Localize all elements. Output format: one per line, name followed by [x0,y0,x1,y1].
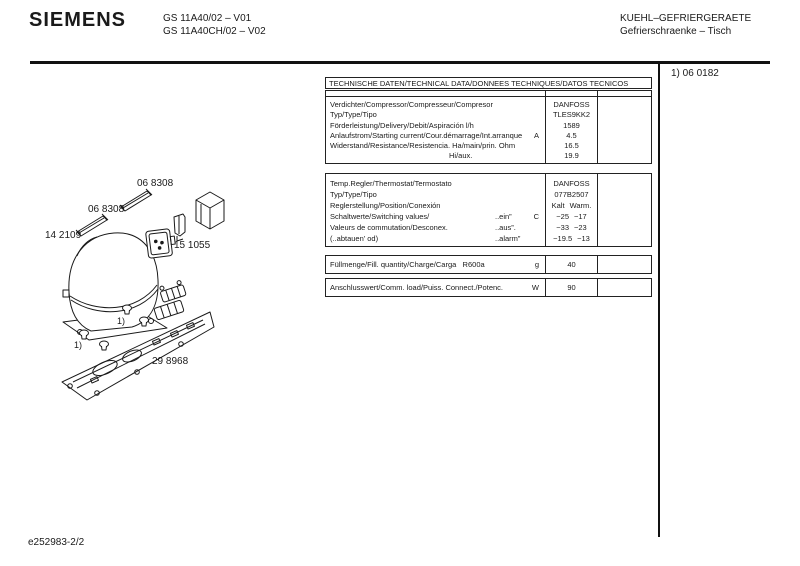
row-value-warm: −13 [577,234,590,244]
table-row [326,200,651,211]
footnote-marker: 1) [117,316,126,326]
row-value: 077B2507 [554,190,589,200]
table-row [326,141,651,151]
table-block-refrigerant [325,255,652,274]
row-label: Schaltwerte/Switching values/ [330,212,430,222]
diagram-line-art [33,172,268,412]
row-sublabel: ..alarm” [495,234,521,244]
table-row [326,121,651,131]
row-value: 19.9 [564,151,579,161]
part-label: 14 2109 [45,230,82,241]
terminal-block-illustration [154,280,186,320]
row-sublabel: ..ein” [495,212,512,222]
siemens-logo: SIEMENS [29,9,127,31]
model-line-1: GS 11A40/02 – V01 [163,13,252,24]
part-label: 06 8308 [88,204,125,215]
table-row [326,211,651,222]
page-column-divider [658,64,660,537]
row-value: TLES9KK2 [552,110,591,120]
row-label: Typ/Type/Tipo [330,190,377,200]
row-value-kalt: −19.5 [553,234,573,244]
row-unit: A [533,130,539,140]
row-label: Reglerstellung/Position/Conexión [330,201,441,211]
exploded-parts-diagram [33,172,268,412]
table-row [326,279,651,296]
bracket-illustration [174,214,185,241]
part-label: 06 8308 [137,178,174,189]
row-label: Typ/Type/Tipo [330,110,377,120]
table-row [326,222,651,233]
table-row [326,151,651,161]
model-line-2: GS 11A40CH/02 – V02 [163,26,266,37]
row-label: Förderleistung/Delivery/Debit/Aspiración l/h [330,120,474,130]
row-label: Verdichter/Compressor/Compresseur/Compresor [330,100,493,109]
table-block-compressor [325,96,652,164]
category-line-2: Gefrierschraenke – Tisch [620,26,732,37]
row-label: Widerstand/Resistance/Resistencia. Ha/main/prin. Ohm [330,141,516,151]
row-value-warm: Warm. [569,201,592,211]
row-value-kalt: −25 [556,212,569,222]
row-label: Hi/aux. [449,151,473,161]
table-row [326,256,651,273]
footnote-part-number: 1) 06 0182 [671,68,719,79]
row-label: Temp.Regler/Thermostat/Termostato [330,179,452,188]
rail-part-top [120,189,152,211]
cover-illustration [196,192,224,229]
document-number: e252983-2/2 [28,537,85,548]
row-label: Füllmenge/Fill. quantity/Charge/Carga R600a [330,260,485,269]
row-label: Valeurs de commutation/Desconex. [330,223,448,233]
table-row [326,100,651,110]
row-label: (..abtauen’ od) [330,234,379,244]
table-block-connected-load [325,278,652,297]
row-value: 4.5 [566,130,577,140]
relay-illustration [146,228,177,258]
row-value-kalt: −33 [556,223,569,233]
row-value-warm: −17 [574,212,587,222]
table-row [326,233,651,244]
row-value-kalt: Kalt [551,201,565,211]
row-value: 1589 [563,120,580,130]
row-value: DANFOSS [553,179,590,188]
model-numbers [163,12,266,38]
footnote-marker: 1) [74,340,83,350]
row-label: Anschlusswert/Comm. load/Puiss. Connect./Potenc. [330,283,503,292]
table-block-thermostat [325,173,652,247]
row-unit: g [534,260,539,269]
table-row [326,110,651,120]
category-line-1: KUEHL–GEFRIERGERAETE [620,13,752,24]
table-row [326,178,651,189]
row-unit: C [533,212,539,222]
row-value: 16.5 [564,141,579,151]
row-value: DANFOSS [553,100,590,109]
row-value: 90 [567,283,576,292]
table-title: TECHNISCHE DATEN/TECHNICAL DATA/DONNEES TECHNIQUES/DATOS TECNICOS [325,77,652,89]
row-value: 40 [567,260,576,269]
part-label: 15 1055 [174,240,211,251]
table-row [326,131,651,141]
appliance-category [620,12,751,38]
row-label: Anlaufstrom/Starting current/Cour.démarrage/Int.arranque [330,130,523,140]
part-label: 29 8968 [152,356,189,367]
table-row [326,189,651,200]
row-sublabel: ..aus”. [495,223,516,233]
row-value-warm: −23 [574,223,587,233]
row-unit: W [531,283,539,292]
